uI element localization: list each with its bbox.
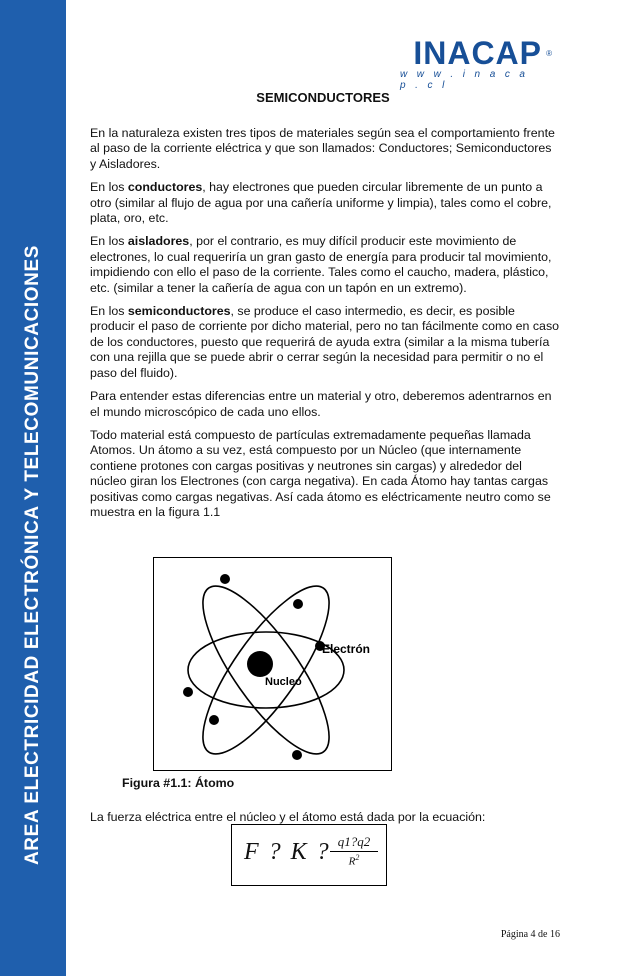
equation-intro: La fuerza eléctrica entre el núcleo y el átomo está dada por la ecuación: [90,810,486,824]
paragraph [90,389,560,420]
text-run: Para entender estas diferencias entre un material y otro, deberemos adentrarnos en el mundo microscópico de cada uno ellos. [90,389,552,419]
electron-mark [292,750,302,760]
bold-term: conductores [127,180,203,195]
bold-term: semiconductores [127,304,231,319]
equation-denominator-base: R [348,855,356,868]
equation-numerator: q1?q2 [330,834,378,852]
bold-term: aisladores [127,234,190,249]
text-run: Todo material está compuesto de partículas extremadamente pequeñas llamada Atomos. Un átomo a su vez, está compuesto por un Núcleo (que internamente contiene protones con cargas positivas y neutrones sin cargas) y alrededor del núcleo giran los Electrones (con carga negativa). En cada Átomo hay tantas cargas positivas como cargas negativas. Así cada átomo es eléctricamente neutro como se muestra en la figura 1.1 [90,427,551,519]
electron-mark [183,687,193,697]
equation-fraction [330,834,378,868]
nucleus-label: Nucleo [265,676,302,688]
text-run: , por el contrario, es muy difícil producir este movimiento de electrones, lo cual requeriría un gran gasto de energía para producir tal movimiento, impidiendo con ello el paso de la corriente. Tales como el caucho, madera, plástico, etc. (similar a tener la cañería de agua con un tapón en un extremo). [90,234,552,295]
atom-figure [153,557,392,771]
equation-denominator [330,853,378,868]
text-run: , hay electrones que pueden circular libremente de un punto a otro (similar al flujo de agua por una cañería uniforme y limpia), tales como el cobre, plata, oro, etc. [90,180,552,226]
equation-denominator-exponent: 2 [355,853,360,862]
sidebar-band [0,0,66,976]
inacap-logo [400,35,560,91]
paragraph [90,428,560,520]
body-text [90,126,560,528]
page-title: SEMICONDUCTORES [256,90,390,105]
page-number: Página 4 de 16 [500,929,560,940]
logo-registered-mark: ® [546,49,552,58]
text-run: , se produce el caso intermedio, es decir, es posible producir el paso de corriente por dicho material, pero no tan fácilmente como en caso de los conductores, puesto que requerirá de ayuda extra (similar a la misma tubería con una rejilla que se puede abrir o cerrar según la necesidad para permitir o no el paso del fluido). [90,304,560,380]
equation-box [231,824,387,886]
text-run: En la naturaleza existen tres tipos de materiales según sea el comportamiento frente al paso de la corriente eléctrica y que son llamados: Conductores; Semiconductores y Aisladores. [90,126,555,171]
paragraph [90,304,560,381]
logo-url: w w w . i n a c a p . c l [400,69,529,91]
equation-lhs: F ? K ? [244,839,329,865]
paragraph [90,126,560,172]
electron-mark [220,574,230,584]
electron-mark [293,599,303,609]
text-run: En los [90,180,128,195]
electron-mark [209,715,219,725]
figure-caption: Figura #1.1: Átomo [122,776,235,790]
logo-name: INACAP [413,35,542,71]
paragraph [90,180,560,226]
atom-diagram [154,558,391,770]
sidebar-department-text: AREA ELECTRICIDAD ELECTRÓNICA Y TELECOMUNICACIONES [22,244,43,866]
electron-label: Electrón [322,642,371,656]
nucleus-mark [247,651,273,677]
text-run: En los [90,304,128,319]
text-run: En los [90,234,128,249]
paragraph [90,234,560,296]
